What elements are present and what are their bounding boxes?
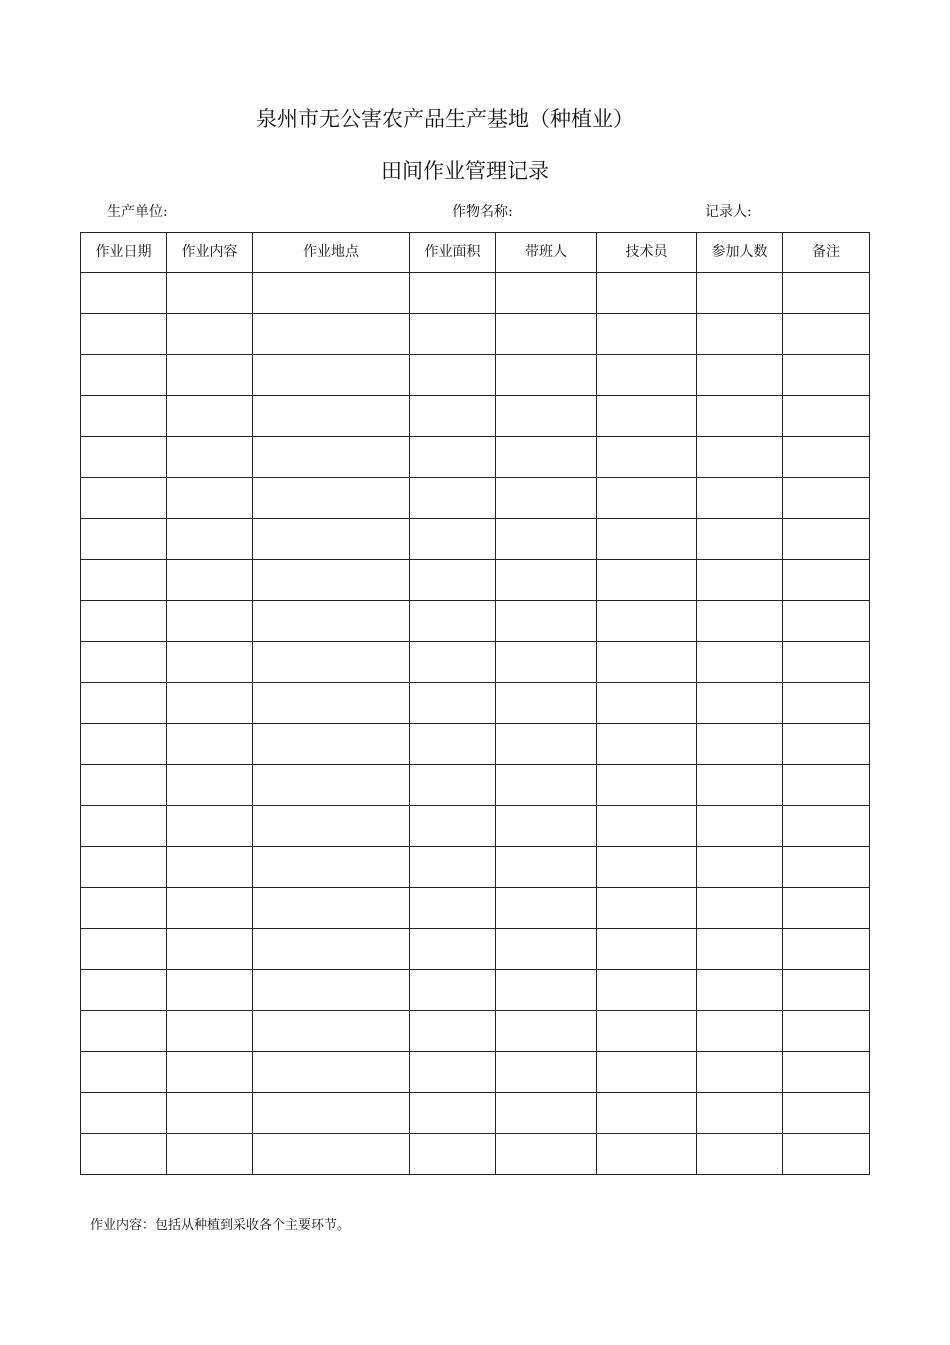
table-cell [597, 683, 697, 724]
table-row [81, 437, 870, 478]
table-cell [496, 929, 597, 970]
table-cell [253, 314, 410, 355]
table-cell [81, 683, 167, 724]
header-operation-content: 作业内容 [167, 233, 253, 273]
table-cell [253, 1093, 410, 1134]
table-cell [697, 642, 783, 683]
header-operation-area: 作业面积 [410, 233, 496, 273]
table-cell [410, 929, 496, 970]
header-operation-date: 作业日期 [81, 233, 167, 273]
table-cell [496, 806, 597, 847]
recorder-label: 记录人: [705, 204, 752, 220]
table-cell [167, 929, 253, 970]
table-row [81, 1052, 870, 1093]
table-cell [81, 1011, 167, 1052]
table-cell [81, 314, 167, 355]
header-remarks: 备注 [783, 233, 870, 273]
document-subtitle: 田间作业管理记录 [381, 159, 549, 183]
table-cell [167, 1011, 253, 1052]
table-cell [410, 437, 496, 478]
table-cell [783, 560, 870, 601]
table-cell [496, 888, 597, 929]
table-cell [697, 724, 783, 765]
table-cell [783, 1134, 870, 1175]
table-cell [697, 273, 783, 314]
table-cell [167, 642, 253, 683]
table-cell [783, 929, 870, 970]
table-cell [410, 847, 496, 888]
table-cell [167, 765, 253, 806]
table-cell [81, 1093, 167, 1134]
table-cell [496, 642, 597, 683]
table-cell [410, 1011, 496, 1052]
table-cell [253, 847, 410, 888]
table-cell [410, 355, 496, 396]
table-cell [253, 355, 410, 396]
table-cell [697, 478, 783, 519]
table-row [81, 724, 870, 765]
table-cell [167, 519, 253, 560]
table-cell [597, 437, 697, 478]
table-row [81, 1011, 870, 1052]
table-cell [81, 970, 167, 1011]
table-cell [597, 355, 697, 396]
table-cell [81, 273, 167, 314]
table-cell [167, 847, 253, 888]
table-cell [410, 1134, 496, 1175]
footnote: 作业内容：包括从种植到采收各个主要环节。 [90, 1218, 351, 1233]
table-cell [597, 1011, 697, 1052]
table-cell [496, 355, 597, 396]
table-row [81, 1134, 870, 1175]
table-cell [253, 273, 410, 314]
header-team-leader: 带班人 [496, 233, 597, 273]
crop-name-label: 作物名称: [452, 204, 513, 220]
table-cell [253, 683, 410, 724]
table-cell [496, 601, 597, 642]
table-cell [496, 478, 597, 519]
table-cell [597, 314, 697, 355]
table-cell [81, 519, 167, 560]
table-cell [697, 1011, 783, 1052]
table-row [81, 642, 870, 683]
table-row [81, 273, 870, 314]
table-cell [597, 888, 697, 929]
table-cell [253, 765, 410, 806]
table-cell [597, 1052, 697, 1093]
table-cell [167, 396, 253, 437]
table-cell [697, 1093, 783, 1134]
table-header-row [81, 233, 870, 273]
table-cell [81, 806, 167, 847]
table-cell [597, 929, 697, 970]
table-cell [81, 929, 167, 970]
table-row [81, 806, 870, 847]
table-cell [410, 888, 496, 929]
table-cell [697, 1052, 783, 1093]
table-cell [597, 601, 697, 642]
table-row [81, 355, 870, 396]
table-cell [81, 478, 167, 519]
table-cell [783, 314, 870, 355]
table-cell [496, 724, 597, 765]
production-unit-label: 生产单位: [107, 204, 168, 220]
table-cell [697, 929, 783, 970]
table-cell [410, 970, 496, 1011]
table-cell [167, 601, 253, 642]
table-cell [496, 519, 597, 560]
table-cell [496, 560, 597, 601]
table-cell [167, 888, 253, 929]
table-cell [697, 601, 783, 642]
table-cell [253, 806, 410, 847]
table-cell [496, 683, 597, 724]
table-cell [783, 355, 870, 396]
table-cell [410, 724, 496, 765]
table-cell [496, 437, 597, 478]
table-cell [496, 1134, 597, 1175]
table-cell [697, 765, 783, 806]
table-cell [167, 314, 253, 355]
table-cell [410, 806, 496, 847]
table-cell [167, 1093, 253, 1134]
table-cell [496, 1011, 597, 1052]
table-cell [597, 273, 697, 314]
table-body [81, 273, 870, 1175]
table-row [81, 970, 870, 1011]
table-cell [410, 314, 496, 355]
table-cell [597, 519, 697, 560]
table-cell [783, 888, 870, 929]
table-cell [410, 478, 496, 519]
table-cell [783, 970, 870, 1011]
table-cell [783, 1052, 870, 1093]
table-cell [81, 601, 167, 642]
table-cell [697, 560, 783, 601]
table-cell [167, 355, 253, 396]
table-cell [253, 970, 410, 1011]
table-cell [81, 355, 167, 396]
table-cell [597, 1134, 697, 1175]
table-cell [253, 519, 410, 560]
table-cell [81, 437, 167, 478]
table-cell [496, 847, 597, 888]
table-cell [783, 437, 870, 478]
table-cell [253, 1011, 410, 1052]
table-row [81, 396, 870, 437]
table-row [81, 601, 870, 642]
table-cell [783, 273, 870, 314]
table-row [81, 929, 870, 970]
table-cell [697, 519, 783, 560]
header-operation-location: 作业地点 [253, 233, 410, 273]
table-cell [167, 806, 253, 847]
table-row [81, 314, 870, 355]
table-cell [410, 396, 496, 437]
table-cell [410, 1093, 496, 1134]
table-cell [167, 478, 253, 519]
table-cell [410, 765, 496, 806]
table-cell [253, 601, 410, 642]
table-cell [253, 1052, 410, 1093]
table-cell [81, 642, 167, 683]
table-cell [597, 970, 697, 1011]
table-cell [783, 1011, 870, 1052]
table-cell [496, 314, 597, 355]
table-cell [167, 970, 253, 1011]
table-cell [783, 601, 870, 642]
table-cell [597, 806, 697, 847]
table-cell [167, 273, 253, 314]
table-cell [253, 437, 410, 478]
table-cell [81, 1052, 167, 1093]
table-cell [597, 1093, 697, 1134]
table-cell [410, 683, 496, 724]
table-cell [81, 396, 167, 437]
table-cell [697, 437, 783, 478]
table-cell [253, 1134, 410, 1175]
table-cell [496, 765, 597, 806]
table-cell [597, 396, 697, 437]
header-participant-count: 参加人数 [697, 233, 783, 273]
table-cell [81, 724, 167, 765]
table-cell [697, 847, 783, 888]
table-cell [253, 724, 410, 765]
table-cell [783, 724, 870, 765]
table-cell [81, 765, 167, 806]
table-row [81, 1093, 870, 1134]
table-cell [253, 642, 410, 683]
table-cell [783, 642, 870, 683]
table-cell [597, 724, 697, 765]
table-cell [167, 1052, 253, 1093]
field-operation-table [80, 232, 870, 1175]
table-cell [783, 396, 870, 437]
table-cell [410, 601, 496, 642]
table-cell [81, 888, 167, 929]
table-cell [253, 560, 410, 601]
table-cell [783, 806, 870, 847]
table-cell [496, 273, 597, 314]
table-cell [410, 1052, 496, 1093]
table-cell [597, 642, 697, 683]
table-row [81, 560, 870, 601]
header-technician: 技术员 [597, 233, 697, 273]
table-cell [697, 888, 783, 929]
table-cell [597, 478, 697, 519]
table-cell [167, 1134, 253, 1175]
table-cell [253, 929, 410, 970]
table-cell [496, 396, 597, 437]
table-cell [81, 1134, 167, 1175]
document-title: 泉州市无公害农产品生产基地（种植业） [256, 107, 634, 131]
table-cell [783, 847, 870, 888]
table-cell [81, 847, 167, 888]
table-cell [697, 683, 783, 724]
table-cell [410, 273, 496, 314]
table-cell [167, 724, 253, 765]
table-cell [783, 478, 870, 519]
table-cell [496, 970, 597, 1011]
table-cell [253, 478, 410, 519]
table-cell [253, 396, 410, 437]
table-cell [253, 888, 410, 929]
table-cell [496, 1093, 597, 1134]
table-cell [167, 683, 253, 724]
table-row [81, 847, 870, 888]
table-cell [697, 970, 783, 1011]
table-cell [167, 437, 253, 478]
table-row [81, 683, 870, 724]
table-row [81, 888, 870, 929]
table-cell [697, 806, 783, 847]
table-cell [783, 765, 870, 806]
table-cell [783, 519, 870, 560]
table-cell [597, 560, 697, 601]
table-cell [783, 683, 870, 724]
table-row [81, 765, 870, 806]
table-cell [496, 1052, 597, 1093]
table-row [81, 478, 870, 519]
table-row [81, 519, 870, 560]
table-cell [410, 560, 496, 601]
table-cell [697, 355, 783, 396]
table-cell [410, 519, 496, 560]
table-cell [410, 642, 496, 683]
table-cell [697, 396, 783, 437]
table-cell [597, 847, 697, 888]
table-cell [783, 1093, 870, 1134]
table-cell [81, 560, 167, 601]
table-cell [167, 560, 253, 601]
table-cell [597, 765, 697, 806]
table-cell [697, 1134, 783, 1175]
table-cell [697, 314, 783, 355]
